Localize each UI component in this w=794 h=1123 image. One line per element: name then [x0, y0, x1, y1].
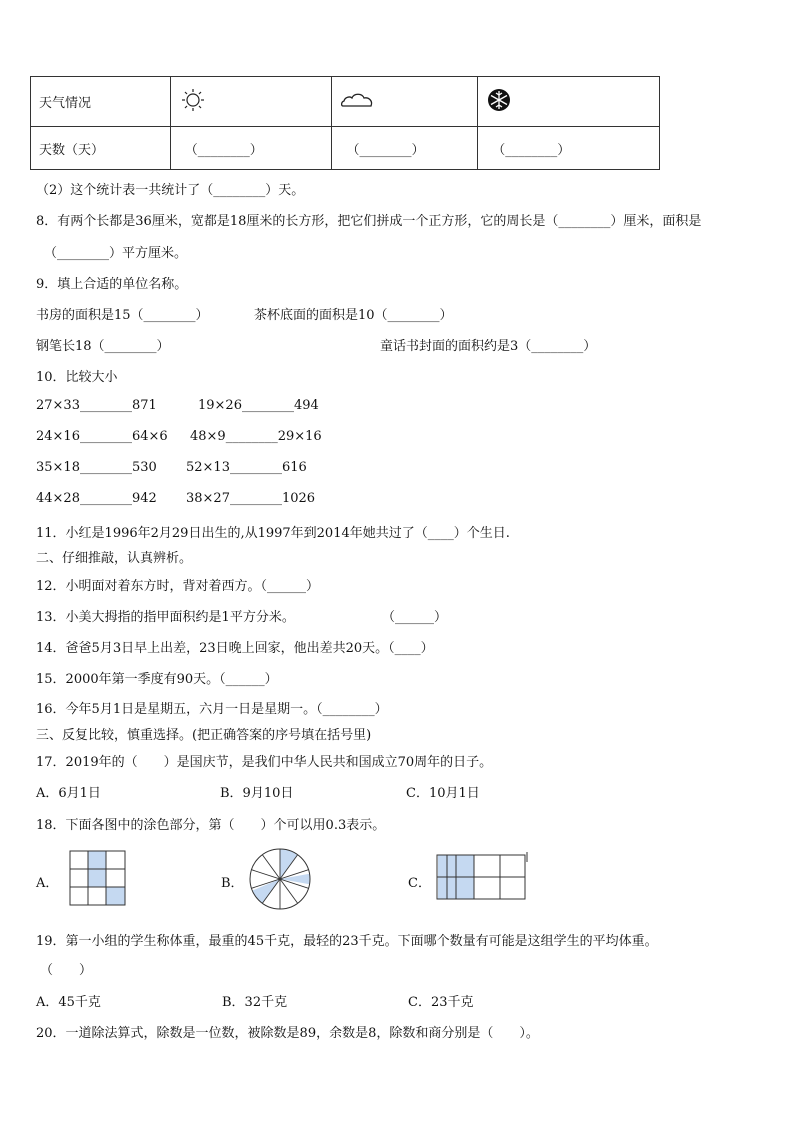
q7-part2: （2）这个统计表一共统计了（________）天。 [36, 183, 305, 198]
q10-compare: 19×26________494 [198, 398, 319, 413]
q17-option-a[interactable]: A．6月1日 [36, 786, 101, 801]
weather-table [30, 76, 660, 170]
q17-option-c[interactable]: C．10月1日 [406, 786, 480, 801]
sun-cell [170, 77, 332, 127]
q10-title: 10．比较大小 [36, 370, 118, 385]
q9-title: 9．填上合适的单位名称。 [36, 277, 188, 292]
q10-compare: 27×33________871 [36, 398, 157, 413]
q13-answer-blank[interactable]: （______） [382, 610, 448, 625]
q19-option-a[interactable]: A．45千克 [36, 995, 101, 1010]
q17-option-b[interactable]: B．9月10日 [220, 786, 294, 801]
q10-compare: 35×18________530 [36, 460, 157, 475]
section-3-heading: 三、反复比较，慎重选择。(把正确答案的序号填在括号里) [36, 728, 372, 743]
snow-cell [478, 77, 660, 127]
q13: 13．小美大拇指的指甲面积约是1平方分米。 [36, 610, 295, 625]
q10-compare: 38×27________1026 [186, 491, 316, 506]
section-2-heading: 二、仔细推敲，认真辨析。 [36, 551, 193, 566]
days-row [31, 127, 660, 170]
q8-line1: 8．有两个长都是36厘米，宽都是18厘米的长方形，把它们拼成一个正方形，它的周长是（________）厘米，面积是 [36, 214, 702, 229]
q11: 11．小红是1996年2月29日出生的,从1997年到2014年她共过了（____）个生日. [36, 526, 510, 541]
cloud-icon [340, 90, 374, 110]
q19-answer-blank[interactable]: （ ） [40, 963, 93, 978]
q19: 19．第一小组的学生称体重，最重的45千克，最轻的23千克。下面哪个数量有可能是这组学生的平均体重。 [36, 934, 658, 949]
q18-option-b-label[interactable]: B． [221, 876, 244, 891]
sun-icon [179, 88, 207, 112]
q9-cup-area: 茶杯底面的面积是10（________） [254, 308, 453, 323]
days-blank-cloud[interactable]: （________） [332, 127, 478, 170]
cloud-cell [332, 77, 478, 127]
q9-book-cover: 童话书封面的面积约是3（________） [380, 339, 597, 354]
q20: 20．一道除法算式，除数是一位数，被除数是89，余数是8，除数和商分别是（ ）。 [36, 1026, 539, 1041]
days-blank-snow[interactable]: （________） [478, 127, 660, 170]
q19-option-c[interactable]: C．23千克 [408, 995, 474, 1010]
q10-compare: 52×13________616 [186, 460, 307, 475]
weather-label: 天气情况 [31, 77, 171, 127]
q9-pen-length: 钢笔长18（________） [36, 339, 170, 354]
q9-study-area: 书房的面积是15（________） [36, 308, 209, 323]
snowflake-icon [486, 87, 512, 113]
weather-row [31, 77, 660, 127]
q15: 15．2000年第一季度有90天。（______） [36, 672, 278, 687]
q10-compare: 48×9________29×16 [190, 429, 322, 444]
q18-grid-figure-a [69, 850, 127, 906]
q10-compare: 44×28________942 [36, 491, 157, 506]
q18: 18．下面各图中的涂色部分，第（ ）个可以用0.3表示。 [36, 818, 386, 833]
q8-line2: （________）平方厘米。 [44, 246, 188, 261]
q10-compare: 24×16________64×6 [36, 429, 168, 444]
q19-option-b[interactable]: B．32千克 [222, 995, 288, 1010]
q16: 16．今年5月1日是星期五，六月一日是星期一。（________） [36, 702, 388, 717]
days-label: 天数（天） [31, 127, 171, 170]
q17: 17．2019年的（ ）是国庆节，是我们中华人民共和国成立70周年的日子。 [36, 755, 493, 770]
q18-option-a-label[interactable]: A． [36, 876, 59, 891]
q18-bar-figure-c [436, 852, 528, 904]
q18-circle-figure-b [248, 847, 312, 911]
q14: 14．爸爸5月3日早上出差，23日晚上回家，他出差共20天。（____） [36, 641, 434, 656]
q18-option-c-label[interactable]: C． [408, 876, 431, 891]
q12: 12．小明面对着东方时，背对着西方。（______） [36, 579, 320, 594]
days-blank-sun[interactable]: （________） [170, 127, 332, 170]
